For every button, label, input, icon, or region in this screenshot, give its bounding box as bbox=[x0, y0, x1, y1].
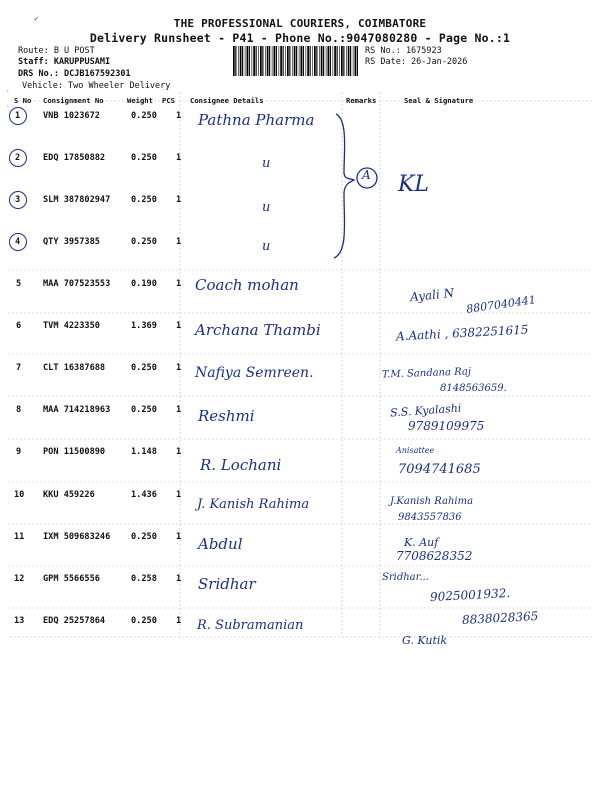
row-pcs: 1 bbox=[176, 237, 182, 247]
row-weight: 0.250 bbox=[131, 111, 157, 121]
signature: Anisattee bbox=[396, 446, 435, 455]
row-pcs: 1 bbox=[176, 405, 182, 415]
col-consignment: Consignment No bbox=[43, 96, 104, 105]
row-consignment: KKU 459226 bbox=[43, 490, 95, 500]
route-text: Route: B U POST bbox=[18, 46, 95, 56]
row-consignment: VNB 1023672 bbox=[43, 111, 100, 121]
signature-phone: 8148563659. bbox=[440, 383, 507, 394]
col-seal: Seal & Signature bbox=[404, 96, 474, 105]
row-pcs: 1 bbox=[176, 279, 182, 289]
row-pcs: 1 bbox=[176, 111, 182, 121]
row-weight: 0.258 bbox=[131, 574, 157, 584]
signature-phone: 9843557836 bbox=[398, 512, 462, 523]
row-consignment: QTY 3957385 bbox=[43, 237, 100, 247]
row-consignment: MAA 714218963 bbox=[43, 405, 111, 415]
signature: S.S. Kyalashi bbox=[389, 401, 462, 420]
row-pcs: 1 bbox=[176, 447, 182, 457]
row-consignee: u bbox=[262, 200, 271, 215]
barcode bbox=[233, 46, 358, 76]
row-consignment: PON 11500890 bbox=[43, 447, 106, 457]
row-sno: 12 bbox=[14, 574, 25, 584]
signature-phone: 8807040441 bbox=[465, 293, 537, 316]
row-sno: 6 bbox=[16, 321, 22, 331]
signature: K. Auf bbox=[404, 536, 439, 549]
row-pcs: 1 bbox=[176, 195, 182, 205]
group-mark: A bbox=[362, 168, 371, 182]
signature: Sridhar... bbox=[382, 572, 429, 583]
row-weight: 0.250 bbox=[131, 405, 157, 415]
vehicle-text: Vehicle: Two Wheeler Delivery bbox=[22, 81, 171, 91]
row-weight: 1.148 bbox=[131, 447, 157, 457]
row-consignment: CLT 16387688 bbox=[43, 363, 106, 373]
row-weight: 0.250 bbox=[131, 195, 157, 205]
row-consignment: SLM 387802947 bbox=[43, 195, 111, 205]
row-pcs: 1 bbox=[176, 153, 182, 163]
row-weight: 0.250 bbox=[131, 153, 157, 163]
row-sno: 7 bbox=[16, 363, 22, 373]
rs-date: RS Date: 26-Jan-2026 bbox=[365, 57, 468, 67]
row-weight: 0.250 bbox=[131, 237, 157, 247]
col-consignee: Consignee Details bbox=[190, 96, 264, 105]
col-pcs: PCS bbox=[162, 96, 175, 105]
row-weight: 1.436 bbox=[131, 490, 157, 500]
row-weight: 0.190 bbox=[131, 279, 157, 289]
row-pcs: 1 bbox=[176, 490, 182, 500]
row-consignee: u bbox=[262, 239, 271, 254]
row-consignment: TVM 4223350 bbox=[43, 321, 100, 331]
signature-phone: 8838028365 bbox=[461, 609, 539, 627]
row-consignment: EDQ 25257864 bbox=[43, 616, 106, 626]
signature: J.Kanish Rahima bbox=[390, 496, 474, 507]
staff-text: Staff: KARUPPUSAMI bbox=[18, 57, 111, 67]
row-consignee: Coach mohan bbox=[195, 276, 299, 294]
row-consignee: u bbox=[262, 156, 271, 171]
row-consignee: Reshmi bbox=[198, 407, 255, 425]
row-consignee: J. Kanish Rahima bbox=[197, 497, 310, 512]
row-sno: 2 bbox=[15, 153, 21, 163]
row-consignee: R. Subramanian bbox=[197, 618, 304, 633]
row-sno: 4 bbox=[15, 237, 21, 247]
row-sno: 9 bbox=[16, 447, 22, 457]
stray-mark: · bbox=[6, 103, 10, 110]
row-consignment: EDQ 17850882 bbox=[43, 153, 106, 163]
group-initials: KL bbox=[398, 172, 430, 197]
signature-phone: 7708628352 bbox=[396, 549, 473, 563]
row-consignee: Sridhar bbox=[198, 575, 256, 593]
row-sno: 10 bbox=[14, 490, 25, 500]
row-consignee: Pathna Pharma bbox=[198, 111, 315, 129]
row-pcs: 1 bbox=[176, 363, 182, 373]
row-weight: 0.250 bbox=[131, 532, 157, 542]
signature: G. Kutik bbox=[402, 634, 448, 647]
row-consignee: Nafiya Semreen. bbox=[195, 365, 314, 381]
company-title: THE PROFESSIONAL COURIERS, COIMBATORE bbox=[173, 17, 427, 30]
signature: T.M. Sandana Raj bbox=[381, 366, 472, 381]
stray-mark: · bbox=[6, 88, 10, 95]
row-sno: 1 bbox=[15, 111, 21, 121]
row-consignee: Abdul bbox=[198, 535, 243, 553]
row-weight: 0.250 bbox=[131, 616, 157, 626]
signature-phone: 9789109975 bbox=[408, 419, 485, 433]
drs-text: DRS No.: DCJB167592301 bbox=[18, 69, 131, 79]
row-consignment: MAA 707523553 bbox=[43, 279, 111, 289]
col-sno: S No bbox=[14, 96, 32, 105]
row-sno: 13 bbox=[14, 616, 25, 626]
row-pcs: 1 bbox=[176, 616, 182, 626]
row-pcs: 1 bbox=[176, 532, 182, 542]
row-consignment: IXM 509683246 bbox=[43, 532, 111, 542]
stray-mark: ✓ bbox=[34, 14, 39, 23]
row-sno: 8 bbox=[16, 405, 22, 415]
row-sno: 3 bbox=[15, 195, 21, 205]
row-consignee: R. Lochani bbox=[200, 456, 282, 474]
col-weight: Weight bbox=[127, 96, 153, 105]
runsheet-subtitle: Delivery Runsheet - P41 - Phone No.:9047080280 - Page No.:1 bbox=[89, 31, 511, 45]
row-sno: 11 bbox=[14, 532, 25, 542]
row-weight: 0.250 bbox=[131, 363, 157, 373]
col-remarks: Remarks bbox=[346, 96, 377, 105]
signature: A.Aathi , 6382251615 bbox=[395, 322, 529, 344]
row-weight: 1.369 bbox=[131, 321, 157, 331]
row-consignee: Archana Thambi bbox=[195, 321, 321, 339]
rs-number: RS No.: 1675923 bbox=[365, 46, 442, 56]
signature-phone: 9025001932. bbox=[429, 585, 511, 605]
row-pcs: 1 bbox=[176, 574, 182, 584]
row-pcs: 1 bbox=[176, 321, 182, 331]
signature: Ayali N bbox=[409, 285, 455, 305]
signature-phone: 7094741685 bbox=[398, 462, 481, 477]
row-consignment: GPM 5566556 bbox=[43, 574, 100, 584]
row-sno: 5 bbox=[16, 279, 22, 289]
